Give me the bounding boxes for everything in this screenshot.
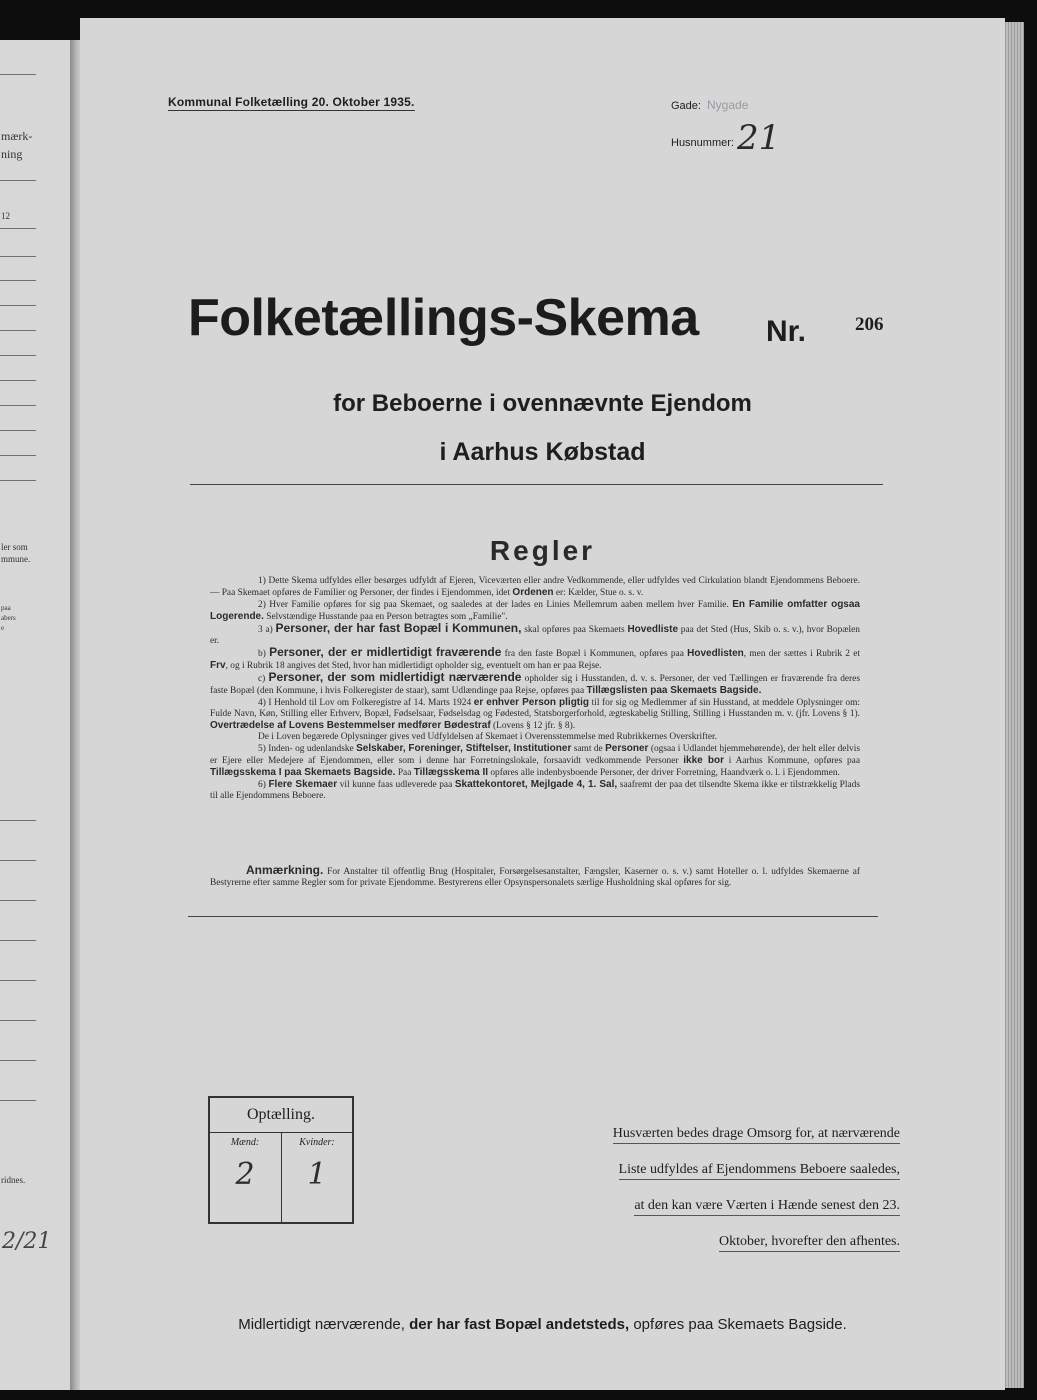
notice-line: at den kan være Værten i Hænde senest den 23.	[634, 1197, 900, 1216]
margin-fragment: e	[1, 624, 5, 632]
ruled-line	[0, 330, 36, 331]
ruled-line	[0, 355, 36, 356]
form-subtitle: for Beboerne i ovennævnte Ejendom	[333, 390, 752, 417]
tally-title: Optælling.	[246, 1106, 315, 1123]
ruled-line	[0, 980, 36, 981]
margin-fragment: mærk-	[1, 129, 33, 143]
rule-3a: 3 a) Personer, der har fast Bopæl i Kommunen, skal opføres paa Skemaets Hovedliste paa det Sted (Hus, Skib o. s. v.), hvor Bopælen er.	[210, 621, 860, 646]
notice-line: Husværten bedes drage Omsorg for, at nærværende	[613, 1125, 900, 1144]
handwritten-signature: 2/21	[2, 1229, 52, 1254]
rules-text	[210, 576, 860, 802]
ruled-line	[0, 74, 36, 75]
men-count: 2	[235, 1157, 255, 1192]
margin-fragment: ridnes.	[1, 1175, 26, 1185]
rule-3b: b) Personer, der er midlertidigt fraværende fra den faste Bopæl i Kommunen, opføres paa Hovedlisten, men der sættes i Rubrik 2 et Frv, og i Rubrik 18 angives det Sted, hvor han midlertidigt opholder sig, eventuelt om han er paa Rejse.	[210, 645, 860, 671]
men-label: Mænd:	[230, 1137, 260, 1148]
rule-4-note: De i Loven begærede Oplysninger gives ved Udfyldelsen af Skemaet i Overensstemmelse med Rubrikkernes Overskrifter.	[258, 732, 717, 742]
ruled-line	[0, 180, 36, 181]
tally-table	[210, 1132, 352, 1223]
divider	[188, 916, 878, 917]
anmaerkning-note: Anmærkning. For Anstalter til offentlig Brug (Hospitaler, Forsørgelsesanstalter, Fængsler, Kaserner o. s. v.) samt Hoteller o. l. udfyldes Skemaerne af Bestyrerne efter samme Regler som for private Ejendomme. Bestyrerens eller Opsynspersonalets særlige Husholdning skal opføres for sig.	[210, 863, 860, 888]
ruled-line	[0, 860, 36, 861]
census-form-page	[80, 18, 1005, 1390]
notice-line: Liste udfyldes af Ejendommens Beboere saaledes,	[619, 1161, 900, 1180]
gade-label: Gade:	[671, 100, 701, 112]
census-title: Kommunal Folketælling 20. Oktober 1935.	[168, 95, 415, 109]
rule-6: 6) Flere Skemaer vil kunne faas udleverede paa Skattekontoret, Mejlgade 4, 1. Sal, saafremt der paa det tilsendte Skema ikke er tilstrækkelig Plads til alle Ejendommens Beboere.	[210, 779, 861, 801]
ruled-line	[0, 820, 36, 821]
left-facing-page	[0, 40, 72, 1390]
margin-fragment: paa	[1, 604, 11, 612]
landlord-notice	[510, 1116, 900, 1260]
margin-fragment: mmune.	[1, 554, 31, 564]
form-title: Folketællings-Skema	[188, 289, 699, 347]
ruled-line	[0, 405, 36, 406]
notice-line: Oktober, hvorefter den afhentes.	[719, 1233, 900, 1252]
gade-value: Nygade	[707, 98, 749, 112]
form-number-label: Nr.	[766, 315, 807, 348]
rule-4: 4) I Henhold til Lov om Folkeregistre af 14. Marts 1924 er enhver Person pligtig til for sig og Medlemmer af sin Husstand, at meddele Oplysninger om: Fulde Navn, Køn, Stilling eller Erhverv, Bopæl, Fødselsaar, Fødselsdag og Fødested, Statsborgerforhold, ægteskabelig Stilling, Stilling i Husstanden m. v. (jfr. Lovens § 1). Overtrædelse af Lovens Bestemmelser medfører Bødestraf (Lovens § 12 jfr. § 8).	[210, 697, 861, 731]
margin-fragment: ler som	[1, 542, 28, 552]
ruled-line	[0, 1060, 36, 1061]
footer-instruction: Midlertidigt nærværende, der har fast Bopæl andetsteds, opføres paa Skemaets Bagside.	[238, 1316, 847, 1333]
rule-3c: c) Personer, der som midlertidigt nærværende opholder sig i Husstanden, d. v. s. Personer, der ved Tællingen er fraværende fra deres faste Bopæl (den Kommune, i hvis Folkeregister de staar), samt Udlændinge paa Rejse, opføres paa Tillægslisten paa Skemaets Bagside.	[210, 670, 860, 696]
ruled-line	[0, 900, 36, 901]
margin-fragment: ning	[1, 147, 23, 161]
ruled-line	[0, 305, 36, 306]
husnummer-value: 21	[737, 118, 781, 158]
margin-fragment: 12	[1, 211, 10, 221]
husnummer-label: Husnummer:	[671, 137, 734, 149]
ruled-line	[0, 1020, 36, 1021]
tally-box	[208, 1096, 354, 1224]
women-label: Kvinder:	[299, 1137, 335, 1148]
tally-women-column	[281, 1133, 352, 1223]
ruled-line	[0, 228, 36, 229]
tally-men-column	[210, 1133, 280, 1223]
ruled-line	[0, 280, 36, 281]
rules-heading: Regler	[489, 535, 596, 566]
rule-1: 1) Dette Skema udfyldes eller besørges udfyldt af Ejeren, Viceværten eller andre Vedkommende, eller udfyldes ved Cirkulation blandt Ejendommens Beboere. — Paa Skemaet opføres de Familier og Personer, der findes i Ejendommen, idet Ordenen er: Kælder, Stue o. s. v.	[210, 576, 860, 598]
margin-fragment: abers	[1, 614, 16, 622]
ruled-line	[0, 480, 36, 481]
ruled-line	[0, 430, 36, 431]
form-number-value: 206	[855, 314, 884, 335]
women-count: 1	[307, 1157, 327, 1192]
rule-5: 5) Inden- og udenlandske Selskaber, Foreninger, Stiftelser, Institutioner samt de Personer (ogsaa i Udlandet hjemmehørende), der helt eller delvis er Ejere eller Medejere af Ejendommen, eller som i denne har Forretningslokale, forsaavidt vedkommende Personer ikke bor i Aarhus Kommune, opføres paa Tillægsskema I paa Skemaets Bagside. Paa Tillægsskema II opføres alle indenbysboende Personer, der driver Forretning, Haandværk o. l. i Ejendommen.	[210, 743, 860, 778]
ruled-line	[0, 1100, 36, 1101]
ruled-line	[0, 256, 36, 257]
form-location: i Aarhus Købstad	[439, 438, 646, 466]
ruled-line	[0, 455, 36, 456]
ruled-line	[0, 940, 36, 941]
rule-2: 2) Hver Familie opføres for sig paa Skemaet, og saaledes at der lades en Linies Mellemrum aaben mellem hver Familie. En Familie omfatter ogsaa Logerende. Selvstændige Husstande paa en Person betragtes som „Familie".	[210, 599, 860, 622]
ruled-line	[0, 380, 36, 381]
divider	[190, 484, 883, 485]
